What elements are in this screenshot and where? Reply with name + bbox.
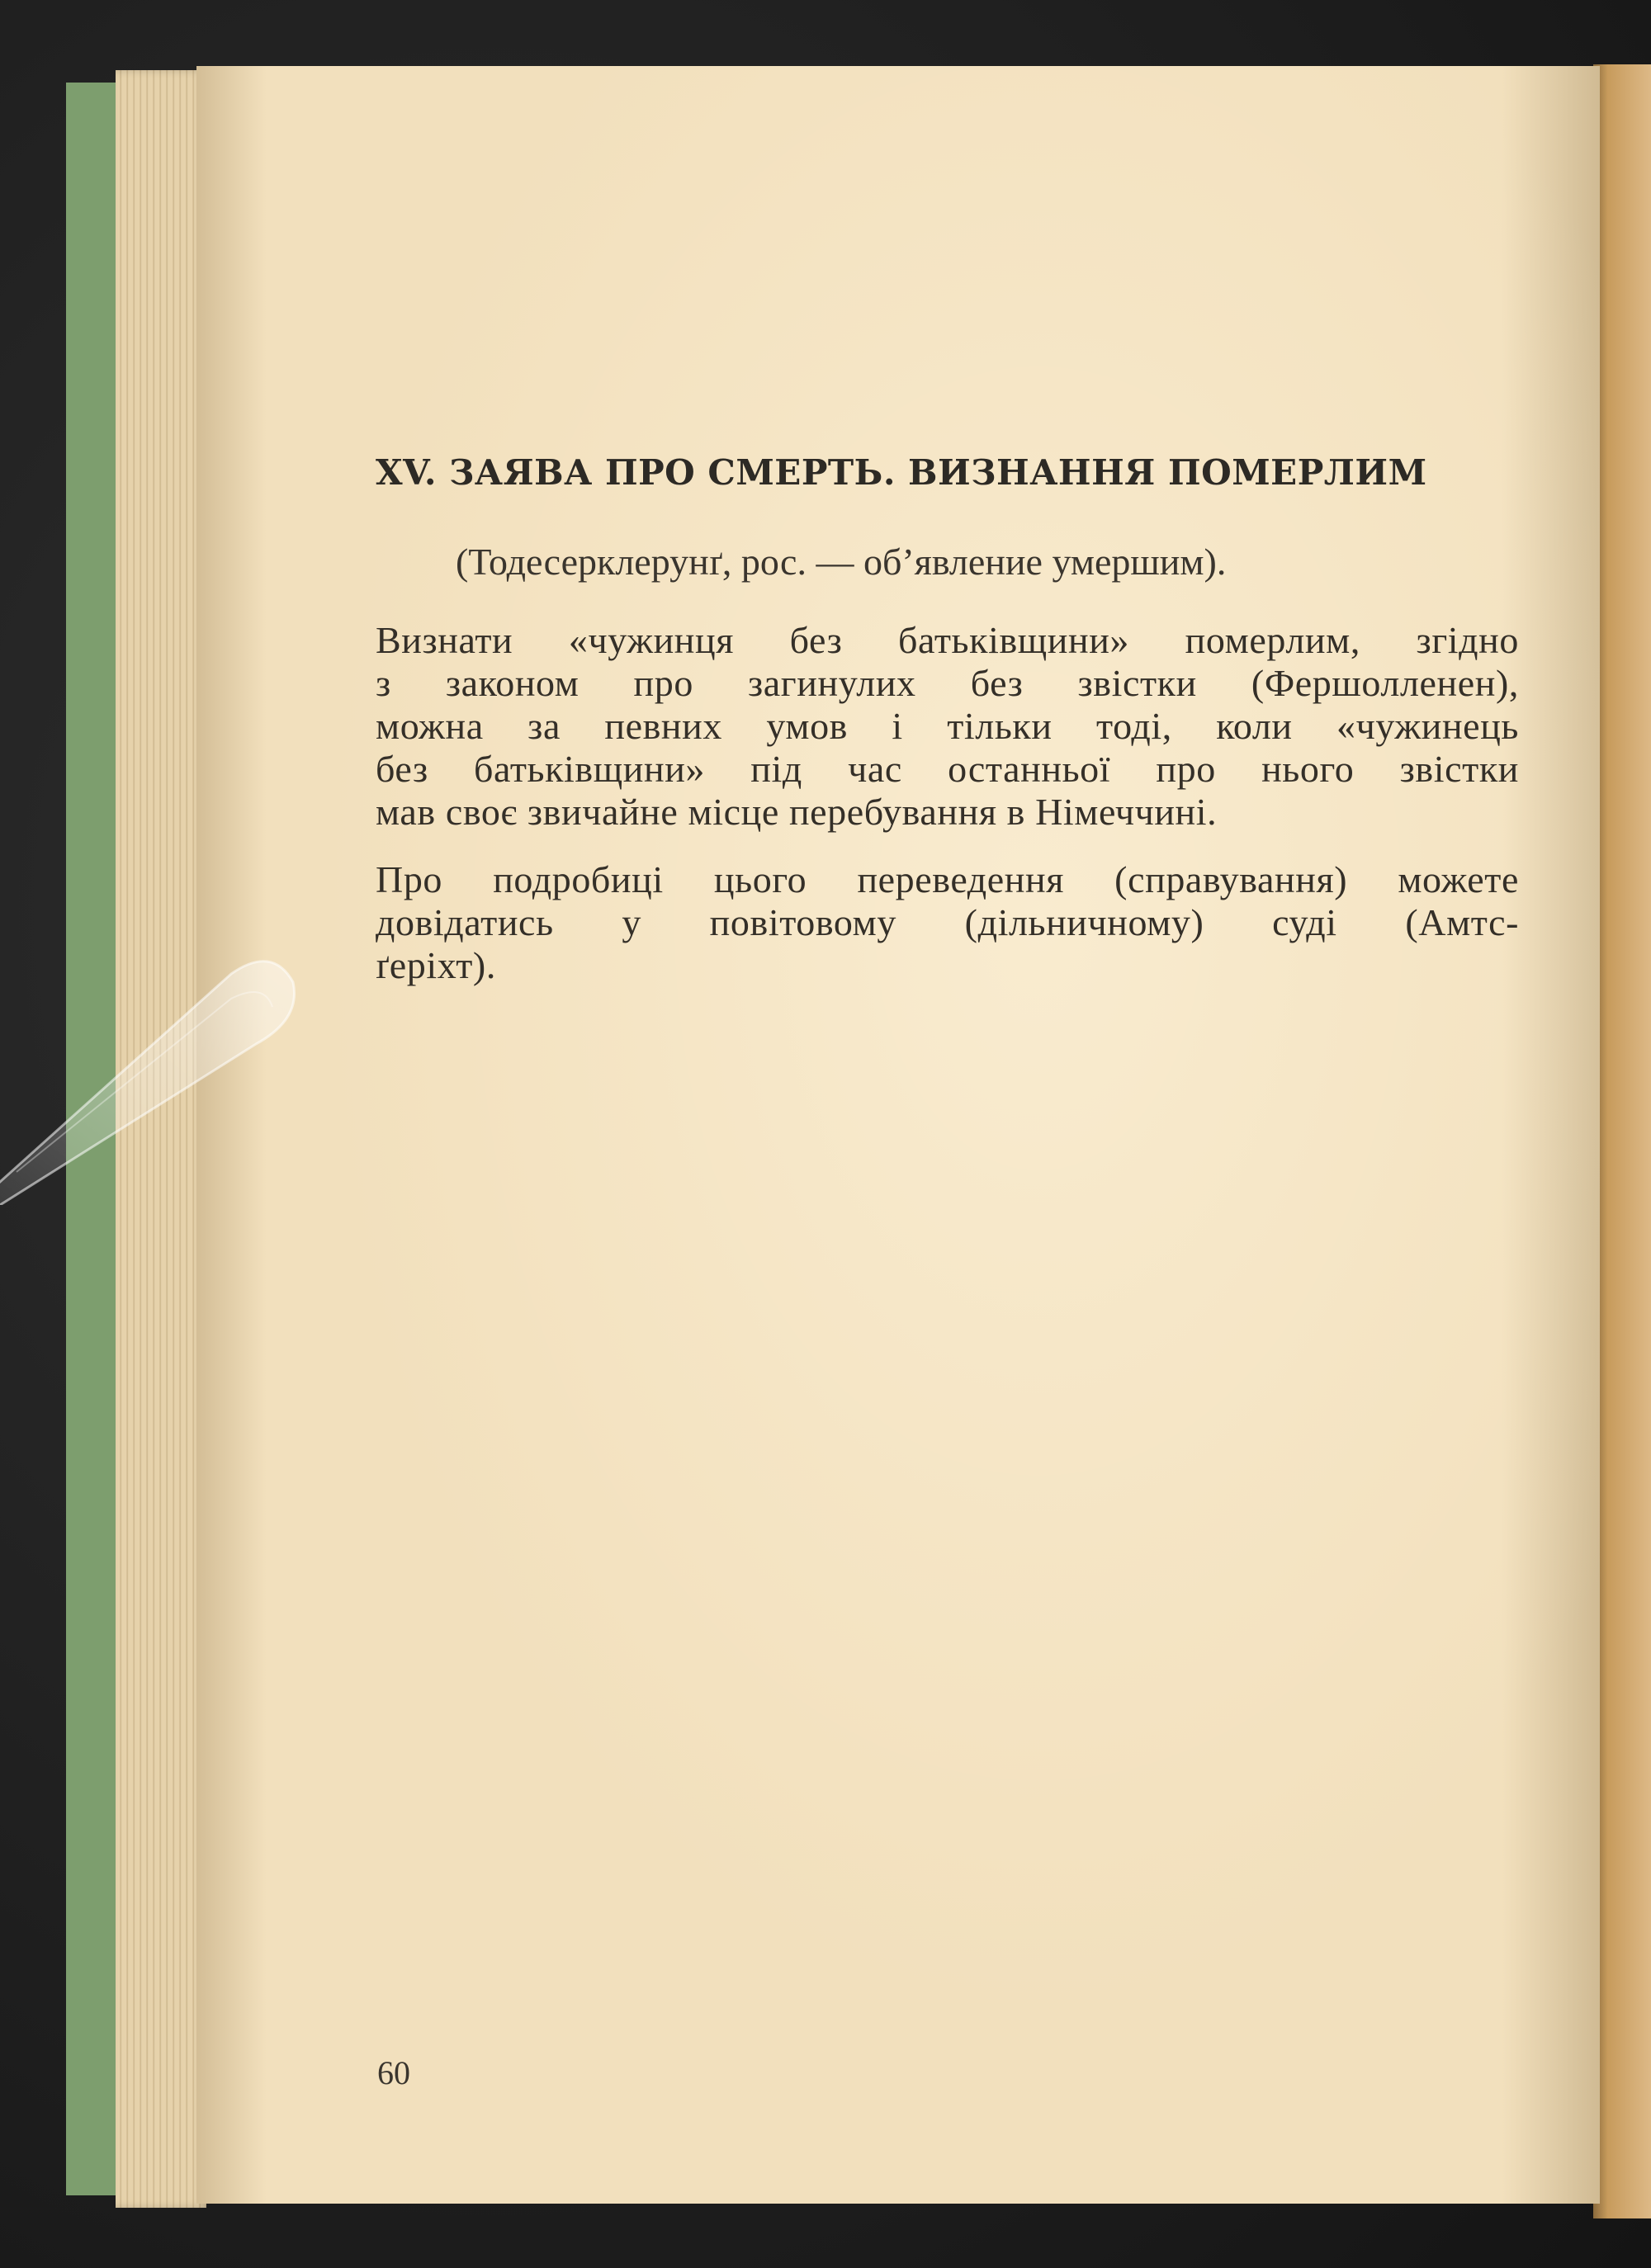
chapter-title: XV. ЗАЯВА ПРО СМЕРТЬ. ВИЗНАННЯ ПОМЕРЛИМ [376, 452, 1427, 493]
paragraph-1 [376, 619, 1519, 834]
text-line: мав своє звичайне місце перебування в Німеччині. [376, 791, 1218, 833]
text-line: з законом про загинулих без звістки (Фершолленен), [376, 662, 1519, 704]
paragraph-2 [376, 858, 1519, 987]
paper-clip-icon [0, 949, 330, 1205]
text-line: довідатись у повітовому (дільничному) суді (Амтс- [376, 901, 1519, 943]
facing-page-edge [1593, 64, 1651, 2218]
text-line: ґеріхт). [376, 944, 496, 986]
text-line: без батьківщини» під час останньої про нього звістки [376, 748, 1519, 790]
book-page [196, 66, 1600, 2204]
text-line: Про подробиці цього переведення (справування) можете [376, 858, 1519, 900]
text-line: Визнати «чужинця без батьківщини» померлим, згідно [376, 619, 1519, 661]
chapter-subtitle: (Тодесерклерунґ, рос. — об’явление умершим). [456, 541, 1227, 583]
text-line: можна за певних умов і тільки тоді, коли «чужинець [376, 705, 1519, 747]
page-number: 60 [377, 2054, 410, 2091]
